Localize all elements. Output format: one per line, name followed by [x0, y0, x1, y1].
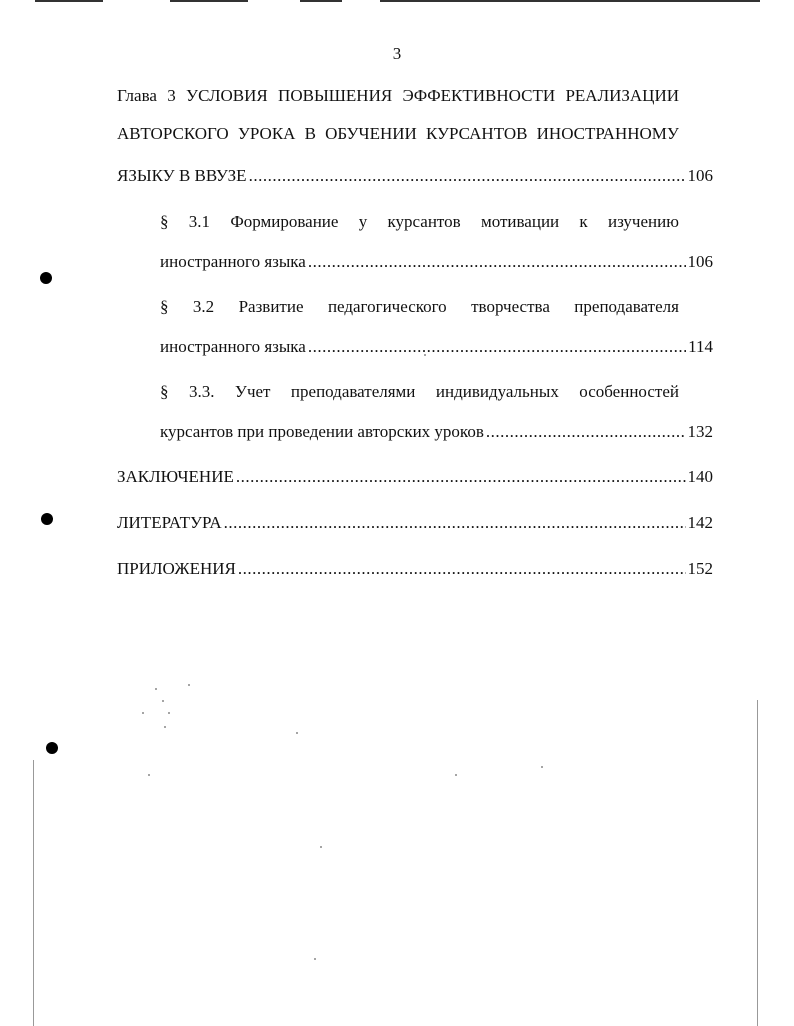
- section-word: творчества: [471, 297, 550, 316]
- section-word: особенностей: [579, 382, 679, 401]
- toc-page-number: 152: [687, 559, 713, 578]
- punch-hole-mark: [46, 742, 58, 754]
- section-word: 3.2: [192, 297, 215, 316]
- toc-entry-conclusion[interactable]: [117, 467, 713, 487]
- section-word: §: [160, 382, 169, 401]
- toc-entry-title: курсантов при проведении авторских уроков: [160, 422, 484, 441]
- toc-entry-appendices[interactable]: [117, 559, 713, 579]
- dot-leader: [308, 337, 686, 357]
- heading-word: 3: [167, 86, 176, 105]
- punch-hole-mark: [40, 272, 52, 284]
- scan-edge-line: [300, 0, 342, 2]
- scan-speck: [142, 712, 144, 714]
- section-word: §: [160, 212, 169, 231]
- section-word: изучению: [607, 212, 679, 231]
- section-word: мотивации: [480, 212, 560, 231]
- section-word: Формирование: [230, 212, 339, 231]
- punch-hole-mark: [41, 513, 53, 525]
- section-word: индивидуальных: [435, 382, 559, 401]
- section-3-2-line-1: [160, 297, 679, 317]
- heading-word: В: [304, 124, 316, 143]
- section-word: §: [160, 297, 169, 316]
- scan-speck: [541, 766, 543, 768]
- heading-word: УРОКА: [237, 124, 296, 143]
- scan-speck: [296, 732, 298, 734]
- dot-leader: [224, 513, 686, 533]
- toc-entry-title: иностранного языка: [160, 337, 306, 356]
- toc-page-number: 106: [687, 166, 713, 185]
- scan-speck: [314, 958, 316, 960]
- section-word: педагогического: [327, 297, 447, 316]
- toc-entry-title: ЗАКЛЮЧЕНИЕ: [117, 467, 234, 486]
- toc-page-number: 114: [688, 337, 713, 356]
- toc-entry-title: иностранного языка: [160, 252, 306, 271]
- heading-word: РЕАЛИЗАЦИИ: [565, 86, 679, 105]
- section-3-3-line-1: [160, 382, 679, 402]
- section-word: 3.3.: [188, 382, 215, 401]
- section-3-1-line-1: [160, 212, 679, 232]
- toc-page-number: 142: [687, 513, 713, 532]
- toc-page-number: 140: [687, 467, 713, 486]
- toc-entry-section-3-3[interactable]: [160, 422, 713, 442]
- section-word: преподавателями: [290, 382, 416, 401]
- heading-word: ПОВЫШЕНИЯ: [278, 86, 393, 105]
- dot-leader: [236, 467, 686, 487]
- scan-speck: [320, 846, 322, 848]
- dot-leader: [249, 166, 686, 186]
- dot-leader: [238, 559, 686, 579]
- heading-word: УСЛОВИЯ: [186, 86, 268, 105]
- toc-entry-title: ЛИТЕРАТУРА: [117, 513, 222, 532]
- heading-word: АВТОРСКОГО: [117, 124, 229, 143]
- scan-speck: [162, 700, 164, 702]
- toc-page-number: 132: [687, 422, 713, 441]
- heading-word: Глава: [117, 86, 157, 105]
- heading-word: ЭФФЕКТИВНОСТИ: [402, 86, 556, 105]
- dot-leader: [486, 422, 686, 442]
- chapter-heading-line-2: [117, 124, 679, 144]
- heading-word: ИНОСТРАННОМУ: [536, 124, 679, 143]
- scan-speck: [148, 774, 150, 776]
- chapter-heading-line-1: [117, 86, 679, 106]
- scan-edge-line: [380, 0, 760, 2]
- toc-page-number: 106: [687, 252, 713, 271]
- section-word: преподавателя: [574, 297, 679, 316]
- toc-entry-chapter-3[interactable]: [117, 166, 713, 186]
- section-word: Развитие: [238, 297, 304, 316]
- page-number: 3: [392, 44, 402, 63]
- toc-entry-section-3-1[interactable]: [160, 252, 713, 272]
- scan-edge-line: [170, 0, 248, 2]
- scan-speck: [155, 688, 157, 690]
- section-word: курсантов: [387, 212, 461, 231]
- scan-edge-line: [35, 0, 103, 2]
- scan-speck: [455, 774, 457, 776]
- scan-margin-line: [33, 760, 34, 1026]
- section-word: 3.1: [188, 212, 211, 231]
- toc-entry-title: ЯЗЫКУ В ВВУЗЕ: [117, 166, 247, 185]
- section-word: у: [358, 212, 368, 231]
- scan-speck: [164, 726, 166, 728]
- toc-entry-title: ПРИЛОЖЕНИЯ: [117, 559, 236, 578]
- scan-speck: [424, 354, 426, 356]
- scan-margin-line: [757, 700, 758, 1026]
- dot-leader: [308, 252, 686, 272]
- heading-word: КУРСАНТОВ: [425, 124, 528, 143]
- scan-speck: [188, 684, 190, 686]
- section-word: Учет: [234, 382, 271, 401]
- scan-speck: [168, 712, 170, 714]
- toc-entry-literature[interactable]: [117, 513, 713, 533]
- heading-word: ОБУЧЕНИИ: [325, 124, 417, 143]
- section-word: к: [579, 212, 588, 231]
- toc-entry-section-3-2[interactable]: [160, 337, 713, 357]
